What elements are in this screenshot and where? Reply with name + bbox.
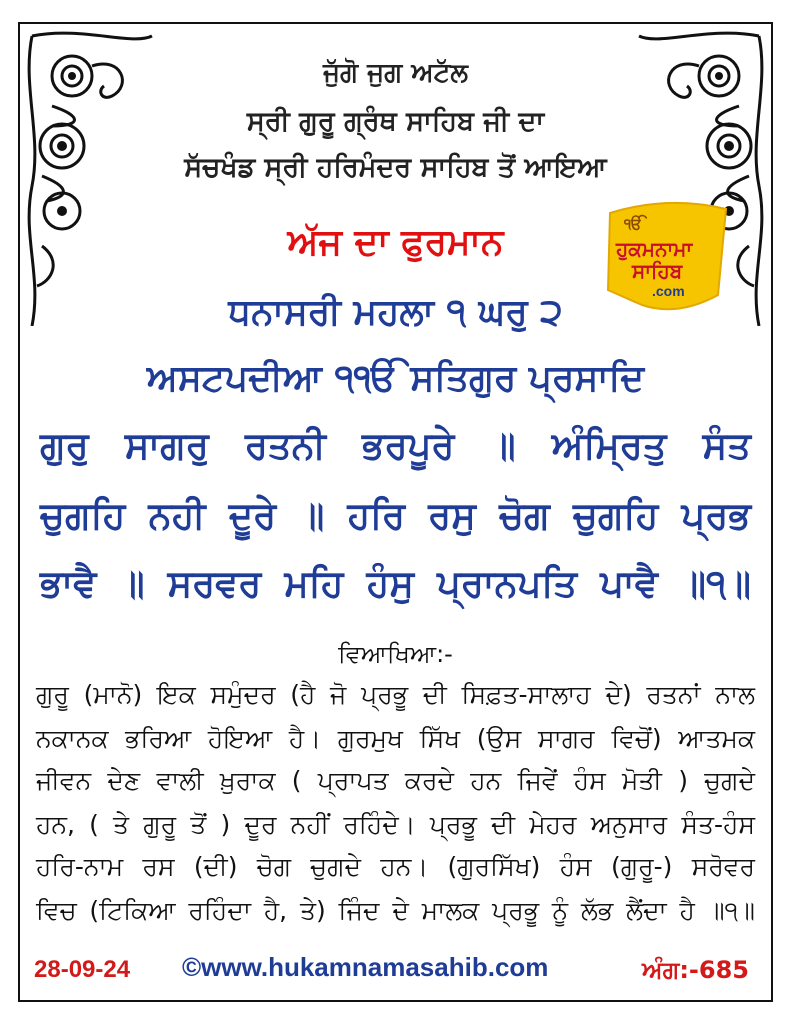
header-line-3: ਸੱਚਖੰਡ ਸ੍ਰੀ ਹਰਿਮੰਦਰ ਸਾਹਿਬ ਤੋਂ ਆਇਆ	[184, 152, 607, 183]
explanation-line: ਜੀਵਨ ਦੇਣ ਵਾਲੀ ਖ਼ੁਰਾਕ ( ਪ੍ਰਾਪਤ ਕਰਦੇ ਹਨ ਜਿਵੇਂ ਹੰਸ ਮੋਤੀ ) ਚੁਗਦੇ	[36, 766, 755, 795]
footer-website-link[interactable]: ©www.hukamnamasahib.com	[182, 952, 549, 982]
ashtpadi-line: ਅਸਟਪਦੀਆ ੧ੴ ਸਤਿਗੁਰ ਪ੍ਰਸਾਦਿ	[146, 358, 645, 399]
page-title: ਅੱਜ ਦਾ ਫੁਰਮਾਨ	[287, 222, 504, 263]
explanation-line: ਨਕਾਨਕ ਭਰਿਆ ਹੋਇਆ ਹੈ। ਗੁਰਮੁਖ ਸਿੱਖ (ਉਸ ਸਾਗਰ ਵਿਚੋਂ) ਆਤਮਕ	[36, 724, 755, 753]
explanation-line: ਗੁਰੂ (ਮਾਨੋ) ਇਕ ਸਮੁੰਦਰ (ਹੈ ਜੋ ਪ੍ਰਭੂ ਦੀ ਸਿਫ਼ਤ-ਸਾਲਾਹ ਦੇ) ਰਤਨਾਂ ਨਾਲ	[36, 680, 755, 709]
verse-line: ਭਾਵੈ ॥ ਸਰਵਰ ਮਹਿ ਹੰਸੁ ਪ੍ਰਾਨਪਤਿ ਪਾਵੈ ॥੧॥	[40, 562, 751, 605]
header-line-1: ਜੁੱਗੋ ਜੁਗ ਅਟੱਲ	[323, 58, 468, 88]
explanation-line: ਹਨ, ( ਤੇ ਗੁਰੂ ਤੋਂ ) ਦੂਰ ਨਹੀਂ ਰਹਿੰਦੇ। ਪ੍ਰਭੂ ਦੀ ਮੇਹਰ ਅਨੁਸਾਰ ਸੰਤ-ਹੰਸ	[36, 810, 755, 839]
footer-date: 28-09-24	[34, 956, 131, 983]
raag-line: ਧਨਾਸਰੀ ਮਹਲਾ ੧ ਘਰੁ ੨	[228, 292, 563, 333]
logo-text-line2: ਸਾਹਿਬ	[632, 259, 683, 283]
explanation-line: ਵਿਚ (ਟਿਕਿਆ ਰਹਿੰਦਾ ਹੈ, ਤੇ) ਜਿੰਦ ਦੇ ਮਾਲਕ ਪ੍ਰਭੂ ਨੂੰ ਲੱਭ ਲੈਂਦਾ ਹੈ ॥੧॥	[36, 896, 755, 925]
explanation-line: ਹਰਿ-ਨਾਮ ਰਸ (ਦੀ) ਚੋਗ ਚੁਗਦੇ ਹਨ। (ਗੁਰਸਿੱਖ) ਹੰਸ (ਗੁਰੂ-) ਸਰੋਵਰ	[36, 852, 755, 881]
footer-ang: ਅੰਗ:-685	[641, 956, 749, 984]
verse-line: ਗੁਰੁ ਸਾਗਰੁ ਰਤਨੀ ਭਰਪੂਰੇ ॥ ਅੰਮ੍ਰਿਤੁ ਸੰਤ	[40, 424, 751, 467]
logo-text-line1: ਹੁਕਮਨਾਮਾ	[616, 237, 693, 261]
vyakhya-label: ਵਿਆਖਿਆ:-	[338, 640, 453, 668]
verse-line: ਚੁਗਹਿ ਨਹੀ ਦੂਰੇ ॥ ਹਰਿ ਰਸੁ ਚੋਗ ਚੁਗਹਿ ਪ੍ਰਭ	[40, 494, 751, 537]
header-line-2: ਸ੍ਰੀ ਗੁਰੂ ਗ੍ਰੰਥ ਸਾਹਿਬ ਜੀ ਦਾ	[246, 106, 545, 137]
logo-domain: .com	[652, 283, 685, 299]
logo-ik-onkar: ੴ	[624, 215, 643, 233]
